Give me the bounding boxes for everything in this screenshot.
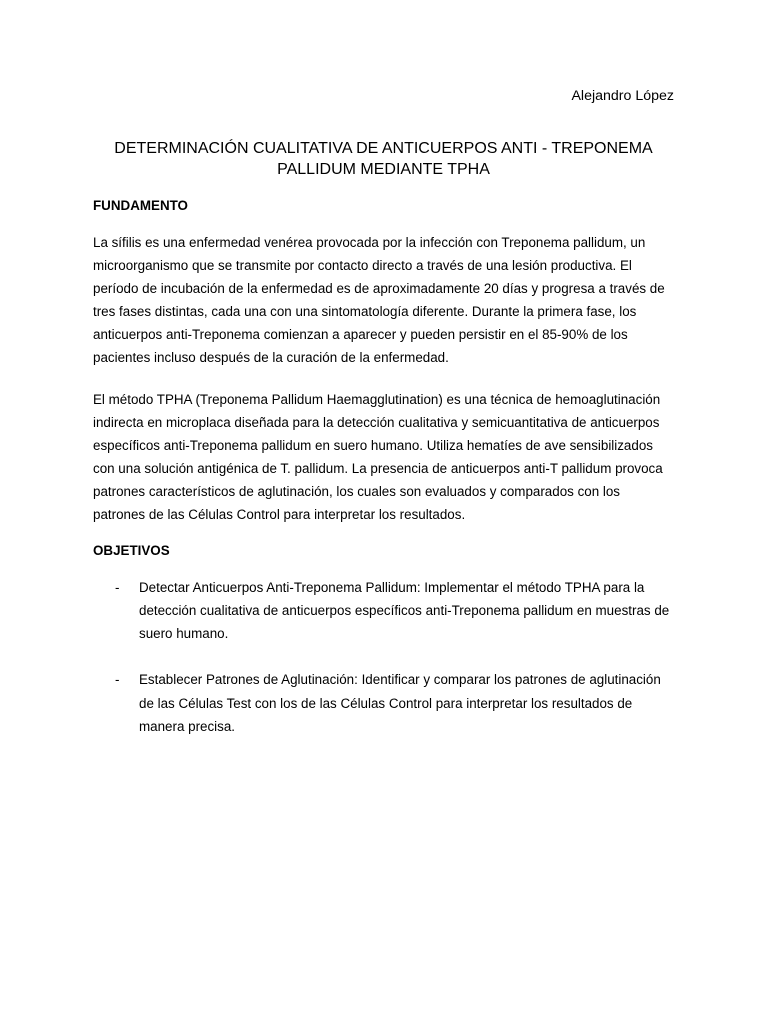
fundamento-heading: FUNDAMENTO <box>93 198 188 213</box>
objetivos-section <box>93 541 674 738</box>
objective-text-2: Establecer Patrones de Aglutinación: Identificar y comparar los patrones de aglutinación de las Células Test con los de las Células Control para interpretar los resultados de manera precisa. <box>139 672 661 734</box>
objetivos-heading: OBJETIVOS <box>93 543 170 559</box>
list-bullet: - <box>115 672 120 688</box>
fundamento-paragraph-2: El método TPHA (Treponema Pallidum Haemagglutination) es una técnica de hemoaglutinación indirecta en microplaca diseñada para la detección cualitativa y semicuantitativa de anticuerpos específicos anti-Treponema pallidum en suero humano. Utiliza hematíes de ave sensibilizados con una solución antigénica de T. pallidum. La presencia de anticuerpos anti-T pallidum provoca patrones característicos de aglutinación, los cuales son evaluados y comparados con los patrones de las Células Control para interpretar los resultados. <box>93 391 663 523</box>
document-title: DETERMINACIÓN CUALITATIVA DE ANTICUERPOS ANTI - TREPONEMA PALLIDUM MEDIANTE TPHA <box>114 140 653 178</box>
fundamento-paragraph-1: La sífilis es una enfermedad venérea provocada por la infección con Treponema pallidum, un microorganismo que se transmite por contacto directo a través de una lesión productiva. El período de incubación de la enfermedad es de aproximadamente 20 días y progresa a través de tres fases distintas, cada una con una sintomatología diferente. Durante la primera fase, los anticuerpos anti-Treponema comienzan a aparecer y pueden persistir en el 85-90% de los pacientes incluso después de la curación de la enfermedad. <box>93 235 665 366</box>
objectives-list <box>93 576 674 738</box>
objective-text-1: Detectar Anticuerpos Anti-Treponema Pallidum: Implementar el método TPHA para la detección cualitativa de anticuerpos específicos anti-Treponema pallidum en muestras de suero humano. <box>139 580 670 642</box>
fundamento-section <box>93 196 674 526</box>
objective-item-2 <box>93 668 674 737</box>
author-name: Alejandro López <box>571 88 674 104</box>
list-bullet: - <box>115 580 120 596</box>
objective-item-1 <box>93 576 674 645</box>
